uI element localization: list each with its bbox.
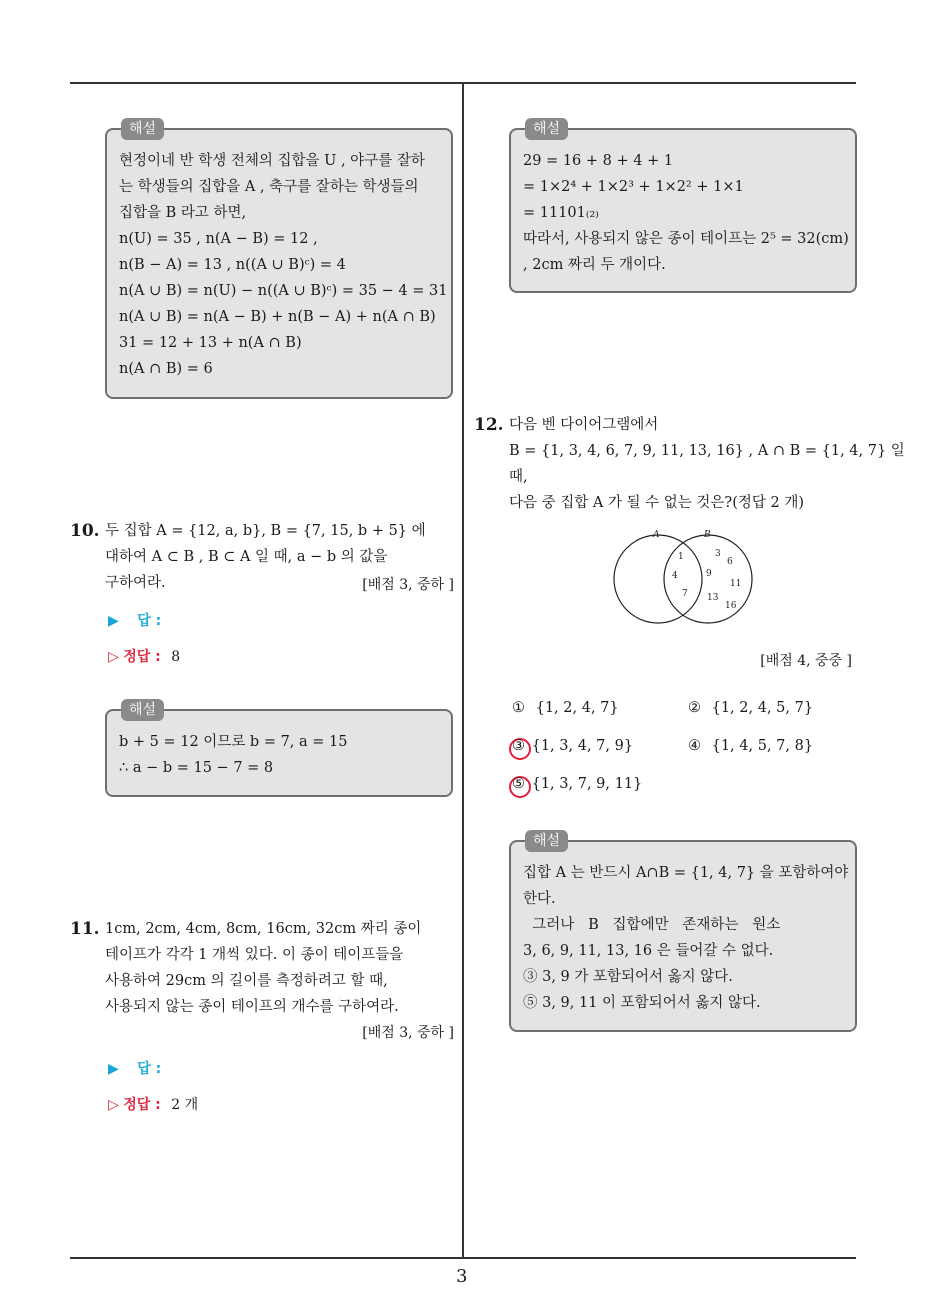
solution-line: n(U) = 35 , n(A − B) = 12 , bbox=[119, 231, 318, 247]
play-icon: ▶ bbox=[108, 1061, 119, 1077]
option-number: ④ bbox=[688, 738, 701, 754]
correct-value: 8 bbox=[171, 649, 181, 665]
score-difficulty: [배점 4, 중중 ] bbox=[760, 653, 852, 669]
question-text: B = {1, 3, 4, 6, 7, 9, 11, 13, 16} , A ∩ B = {1, 4, 7} 일 bbox=[509, 443, 905, 459]
venn-diagram bbox=[610, 525, 758, 625]
question-text: 구하여라. bbox=[105, 575, 166, 591]
answer-field[interactable] bbox=[108, 610, 161, 630]
venn-element: 16 bbox=[725, 601, 737, 611]
question-text: 사용하여 29cm 의 길이를 측정하려고 할 때, bbox=[105, 973, 388, 989]
solution-line: = 1×2⁴ + 1×2³ + 1×2² + 1×1 bbox=[523, 179, 744, 195]
question-text: 대하여 A ⊂ B , B ⊂ A 일 때, a − b 의 값을 bbox=[105, 549, 388, 565]
venn-element: 13 bbox=[707, 593, 719, 603]
venn-element: 4 bbox=[672, 571, 678, 581]
solution-line: 따라서, 사용되지 않은 종이 테이프는 2⁵ = 32(cm) bbox=[523, 231, 849, 247]
solution-tag: 해설 bbox=[121, 118, 164, 140]
answer-label: 답 : bbox=[137, 1061, 162, 1077]
correct-answer bbox=[108, 646, 180, 666]
play-icon: ▶ bbox=[108, 613, 119, 629]
option-number: ③ bbox=[512, 738, 525, 754]
option-text: {1, 3, 4, 7, 9} bbox=[531, 738, 634, 754]
solution-line: ∴ a − b = 15 − 7 = 8 bbox=[119, 760, 274, 776]
score-difficulty: [배점 3, 중하 ] bbox=[362, 577, 454, 593]
solution-line: 한다. bbox=[523, 891, 556, 907]
solution-tag: 해설 bbox=[525, 830, 568, 852]
venn-element: 7 bbox=[682, 589, 688, 599]
question-text: 때, bbox=[509, 469, 528, 485]
solution-line: ⑤ 3, 9, 11 이 포함되어서 옳지 않다. bbox=[523, 995, 761, 1011]
question-11 bbox=[70, 916, 460, 1020]
option-text: {1, 2, 4, 7} bbox=[535, 700, 619, 716]
venn-element: 3 bbox=[715, 549, 721, 559]
correct-label: 정답 : bbox=[123, 649, 161, 665]
correct-answer bbox=[108, 1094, 198, 1114]
option-5[interactable] bbox=[512, 776, 642, 792]
solution-box-q11 bbox=[509, 121, 857, 293]
solution-line: 집합 A 는 반드시 A∩B = {1, 4, 7} 을 포함하여야 bbox=[523, 865, 849, 881]
bottom-rule bbox=[70, 1257, 856, 1259]
option-3[interactable] bbox=[512, 738, 633, 754]
solution-line: b + 5 = 12 이므로 b = 7, a = 15 bbox=[119, 734, 348, 750]
option-4[interactable] bbox=[688, 738, 813, 754]
score-difficulty: [배점 3, 중하 ] bbox=[362, 1025, 454, 1041]
question-12 bbox=[474, 412, 905, 516]
column-divider bbox=[462, 83, 464, 1257]
set-a-circle bbox=[614, 535, 702, 623]
option-number: ① bbox=[512, 700, 525, 716]
solution-line: n(A ∪ B) = n(A − B) + n(B − A) + n(A ∩ B) bbox=[119, 309, 436, 325]
venn-element: 1 bbox=[678, 552, 684, 562]
solution-line: 29 = 16 + 8 + 4 + 1 bbox=[523, 153, 674, 169]
question-number: 12. bbox=[474, 415, 504, 435]
question-number: 11. bbox=[70, 919, 100, 939]
solution-line: = 11101₍₂₎ bbox=[523, 205, 599, 221]
option-1[interactable] bbox=[512, 700, 619, 716]
set-a-label: A bbox=[653, 530, 660, 540]
solution-line: 집합을 B 라고 하면, bbox=[119, 205, 247, 221]
solution-line: n(A ∩ B) = 6 bbox=[119, 361, 213, 377]
option-2[interactable] bbox=[688, 700, 813, 716]
option-number: ⑤ bbox=[512, 776, 525, 792]
solution-line: , 2cm 짜리 두 개이다. bbox=[523, 257, 666, 273]
triangle-outline-icon: ▷ bbox=[108, 1097, 119, 1113]
solution-line: 3, 6, 9, 11, 13, 16 은 들어갈 수 없다. bbox=[523, 943, 774, 959]
solution-tag: 해설 bbox=[121, 699, 164, 721]
question-number: 10. bbox=[70, 521, 100, 541]
solution-line: 31 = 12 + 13 + n(A ∩ B) bbox=[119, 335, 302, 351]
venn-element: 6 bbox=[727, 557, 733, 567]
question-text: 테이프가 각각 1 개씩 있다. 이 종이 테이프들을 bbox=[105, 947, 404, 963]
solution-line: 현정이네 반 학생 전체의 집합을 U , 야구를 잘하 bbox=[119, 153, 425, 169]
correct-value: 2 개 bbox=[171, 1097, 199, 1113]
solution-line: 는 학생들의 집합을 A , 축구를 잘하는 학생들의 bbox=[119, 179, 419, 195]
answer-field[interactable] bbox=[108, 1058, 161, 1078]
solution-box-q9 bbox=[105, 121, 453, 399]
solution-line: n(A ∪ B) = n(U) − n((A ∪ B)ᶜ) = 35 − 4 = 31 bbox=[119, 283, 448, 299]
solution-box-q12 bbox=[509, 833, 857, 1032]
option-text: {1, 2, 4, 5, 7} bbox=[711, 700, 814, 716]
page-number: 3 bbox=[456, 1266, 468, 1287]
question-text: 사용되지 않는 종이 테이프의 개수를 구하여라. bbox=[105, 999, 399, 1015]
question-text: 1cm, 2cm, 4cm, 8cm, 16cm, 32cm 짜리 종이 bbox=[105, 921, 422, 937]
option-text: {1, 3, 7, 9, 11} bbox=[531, 776, 643, 792]
solution-line: 그러나 B 집합에만 존재하는 원소 bbox=[523, 917, 781, 933]
solution-line: n(B − A) = 13 , n((A ∪ B)ᶜ) = 4 bbox=[119, 257, 346, 273]
venn-element: 11 bbox=[730, 579, 742, 589]
solution-tag: 해설 bbox=[525, 118, 568, 140]
question-text: 다음 중 집합 A 가 될 수 없는 것은?(정답 2 개) bbox=[509, 495, 804, 511]
option-text: {1, 4, 5, 7, 8} bbox=[711, 738, 814, 754]
option-number: ② bbox=[688, 700, 701, 716]
question-text: 다음 벤 다이어그램에서 bbox=[509, 417, 659, 433]
answer-label: 답 : bbox=[137, 613, 162, 629]
venn-element: 9 bbox=[706, 569, 712, 579]
triangle-outline-icon: ▷ bbox=[108, 649, 119, 665]
solution-line: ③ 3, 9 가 포함되어서 옳지 않다. bbox=[523, 969, 733, 985]
question-text: 두 집합 A = {12, a, b}, B = {7, 15, b + 5} 에 bbox=[105, 523, 426, 539]
correct-label: 정답 : bbox=[123, 1097, 161, 1113]
solution-box-q10 bbox=[105, 702, 453, 797]
set-b-label: B bbox=[704, 530, 711, 540]
